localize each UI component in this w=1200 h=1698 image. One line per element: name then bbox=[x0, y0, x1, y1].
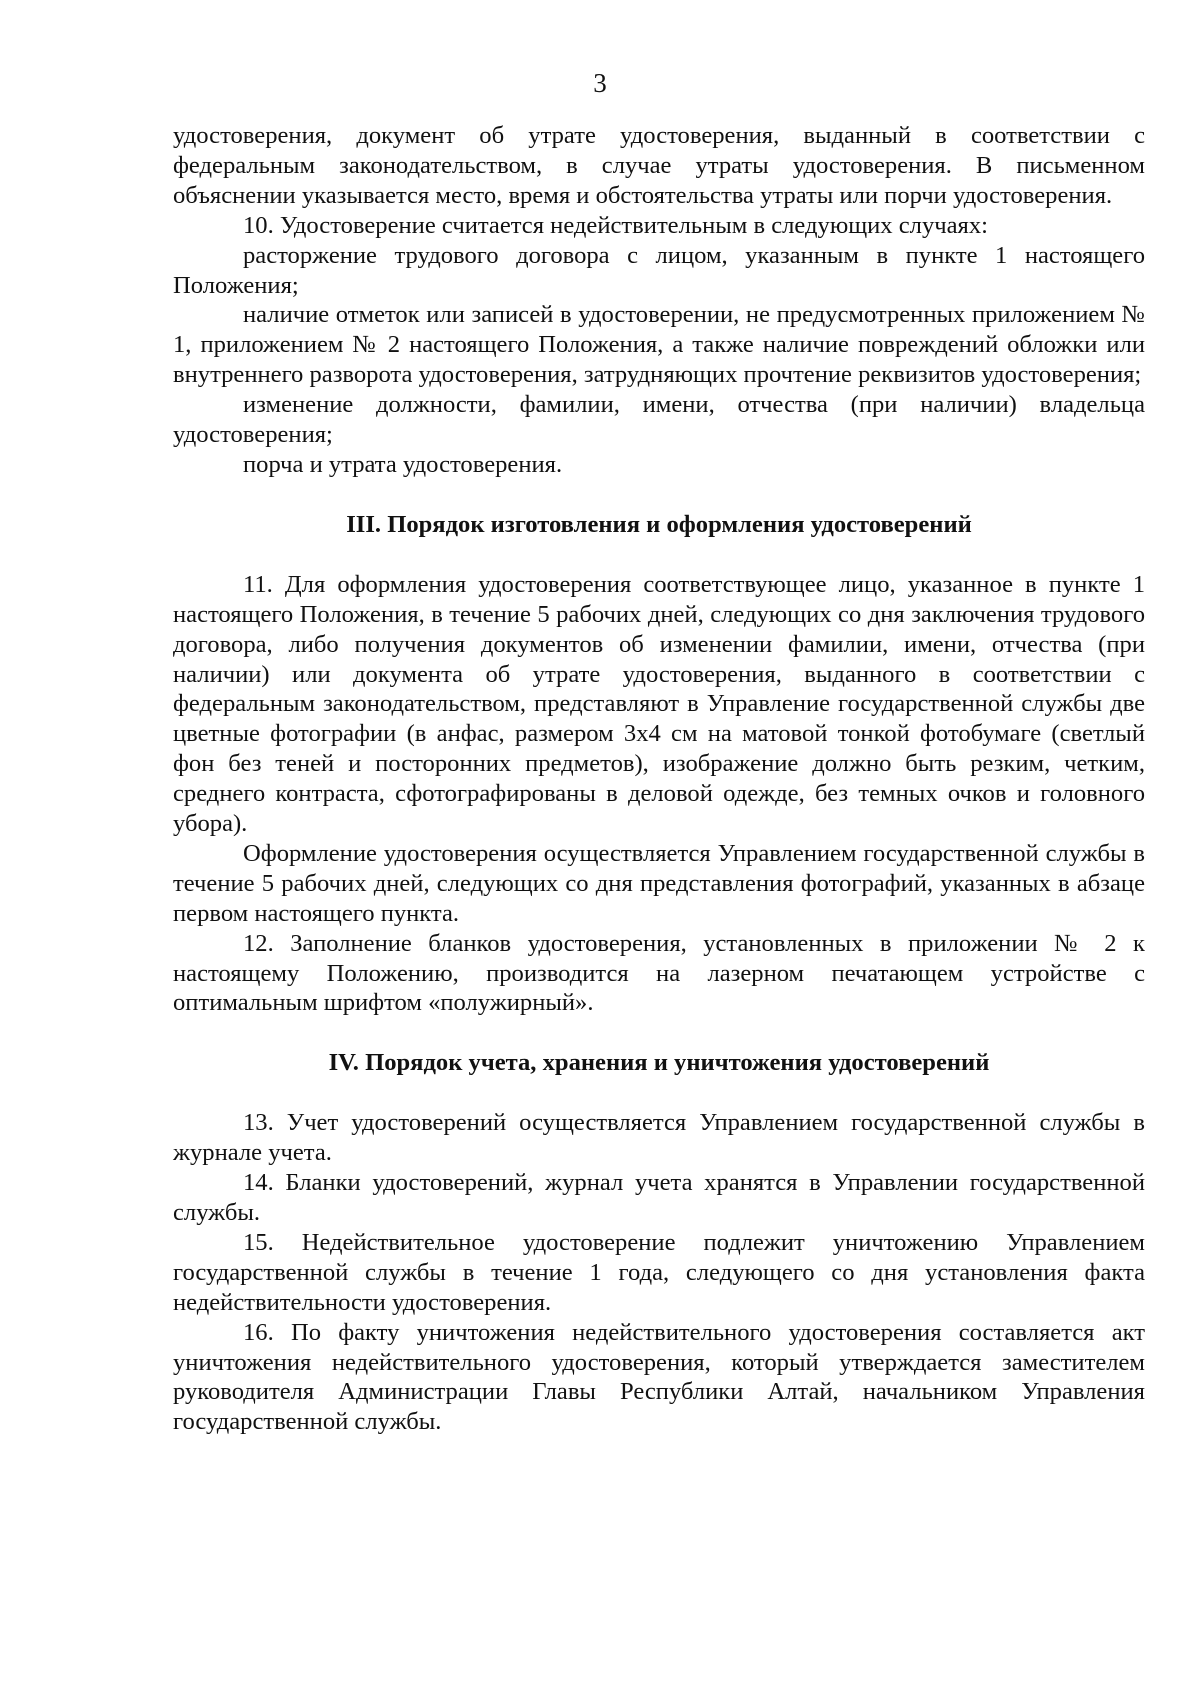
paragraph-item-14: 14. Бланки удостоверений, журнал учета хранятся в Управлении государственной службы. bbox=[173, 1169, 1145, 1226]
paragraph-case-damage: порча и утрата удостоверения. bbox=[243, 450, 563, 478]
paragraph-item-15: 15. Недействительное удостоверение подлежит уничтожению Управлением государственной службы в течение 1 года, следующего со дня установления факта недействительности удостоверения. bbox=[173, 1228, 1145, 1316]
section-4-heading: IV. Порядок учета, хранения и уничтожения удостоверений bbox=[328, 1049, 990, 1077]
paragraph-continuation: удостоверения, документ об утрате удостоверения, выданный в соответствии с федеральным законодательством, в случае утраты удостоверения. В письменном объяснении указывается место, время и обстоятельства утраты или порчи удостоверения. bbox=[173, 122, 1145, 209]
spacer bbox=[173, 1078, 1145, 1108]
document-body bbox=[173, 121, 1145, 1437]
paragraph-item-10: 10. Удостоверение считается недействительным в следующих случаях: bbox=[243, 211, 988, 239]
paragraph-item-11-processing: Оформление удостоверения осуществляется Управлением государственной службы в течение 5 рабочих дней, следующих со дня представления фотографий, указанных в абзаце первом настоящего пункта. bbox=[173, 839, 1145, 927]
paragraph-case-marks: наличие отметок или записей в удостоверении, не предусмотренных приложением № 1, приложением № 2 настоящего Положения, а также наличие повреждений обложки или внутреннего разворота удостоверения, затрудняющих прочтение реквизитов удостоверения; bbox=[173, 301, 1145, 389]
paragraph-item-12: 12. Заполнение бланков удостоверения, установленных в приложении № 2 к настоящему Положению, производится на лазерном печатающем устройстве с оптимальным шрифтом «полужирный». bbox=[173, 929, 1145, 1017]
section-3-heading: III. Порядок изготовления и оформления удостоверений bbox=[346, 510, 972, 538]
paragraph-item-16: 16. По факту уничтожения недействительного удостоверения составляется акт уничтожения недействительного удостоверения, который утверждается заместителем руководителя Администрации Главы Республики Алтай, начальником Управления государственной службы. bbox=[173, 1318, 1145, 1436]
paragraph-item-13: 13. Учет удостоверений осуществляется Управлением государственной службы в журнале учета. bbox=[173, 1109, 1145, 1167]
paragraph-case-termination: расторжение трудового договора с лицом, указанным в пункте 1 настоящего Положения; bbox=[173, 241, 1145, 299]
spacer bbox=[173, 1018, 1145, 1048]
spacer bbox=[173, 480, 1145, 510]
page-number: 3 bbox=[593, 68, 607, 98]
spacer bbox=[173, 540, 1145, 570]
paragraph-case-name-change: изменение должности, фамилии, имени, отчества (при наличии) владельца удостоверения; bbox=[173, 391, 1145, 449]
paragraph-item-11: 11. Для оформления удостоверения соответствующее лицо, указанное в пункте 1 настоящего Положения, в течение 5 рабочих дней, следующих со дня заключения трудового договора, либо получения документов об изменении фамилии, имени, отчества (при наличии) или документа об утрате удостоверения, выданного в соответствии с федеральным законодательством, представляют в Управление государственной службы две цветные фотографии (в анфас, размером 3х4 см на матовой тонкой фотобумаге (светлый фон без теней и посторонних предметов), изображение должно быть резким, четким, среднего контраста, сфотографированы в деловой одежде, без темных очков и головного убора). bbox=[173, 570, 1145, 838]
